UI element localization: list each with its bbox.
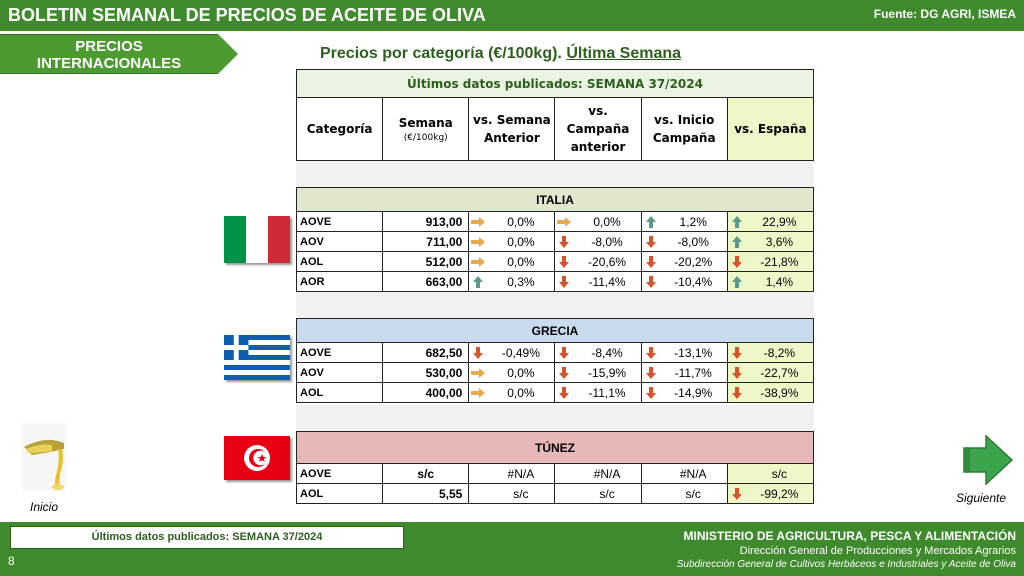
price-cell: 5,55 [383, 484, 469, 504]
column-header-label: vs. Inicio Campaña [652, 113, 716, 145]
vs-campana-cell [555, 343, 641, 363]
change-value: 0,3% [507, 274, 535, 289]
country-name: ITALIA [297, 188, 814, 212]
change-value: 1,4% [765, 274, 794, 289]
change-value: s/c [599, 486, 615, 501]
change-value: 3,6% [765, 234, 794, 249]
table-row [297, 363, 814, 383]
subdirectorate-label: Subdirección General de Cultivos Herbáceos e Industriales y Aceite de Oliva [676, 559, 1016, 570]
next-arrow-icon[interactable] [962, 434, 1014, 486]
spacer [296, 405, 814, 431]
grecia-table [296, 318, 814, 403]
price-cell: 400,00 [383, 383, 469, 403]
vs-espana-cell [727, 484, 813, 504]
column-header-label: vs. Campaña anterior [566, 104, 630, 154]
section-tab-line2: INTERNACIONALES [36, 55, 182, 72]
vs-espana-cell [727, 212, 813, 232]
change-value: -22,7% [760, 365, 799, 380]
arrow-up-icon [728, 216, 746, 228]
arrow-down-icon [555, 367, 573, 379]
change-value: -20,2% [674, 254, 713, 269]
arrow-right-icon [469, 217, 487, 227]
change-value: -8,0% [677, 234, 709, 249]
page-title: BOLETIN SEMANAL DE PRECIOS DE ACEITE DE OLIVA [8, 5, 486, 25]
change-value: 0,0% [507, 254, 535, 269]
change-value: -13,1% [674, 345, 713, 360]
column-header [727, 98, 813, 161]
vs-espana-cell [727, 464, 813, 484]
change-value: -11,7% [674, 365, 712, 380]
arrow-down-icon [642, 347, 660, 359]
category-cell: AOL [297, 252, 383, 272]
change-value: 0,0% [593, 214, 621, 229]
change-value: -21,8% [760, 254, 799, 269]
change-value: -14,9% [674, 385, 713, 400]
price-cell: s/c [383, 464, 469, 484]
category-cell: AOV [297, 363, 383, 383]
vs-campana-cell [555, 252, 641, 272]
change-value: 0,0% [507, 385, 535, 400]
arrow-right-icon [469, 368, 487, 378]
price-cell: 663,00 [383, 272, 469, 292]
vs-espana-cell [727, 232, 813, 252]
arrow-down-icon [642, 367, 660, 379]
header-bar [0, 0, 1024, 31]
column-header-row [297, 98, 814, 161]
change-value: s/c [685, 486, 701, 501]
vs-campana-cell [555, 212, 641, 232]
category-cell: AOL [297, 383, 383, 403]
vs-inicio-cell [641, 383, 727, 403]
column-header-label: Categoría [306, 122, 373, 136]
arrow-down-icon [728, 256, 746, 268]
column-header [469, 98, 555, 161]
country-name: TÚNEZ [297, 432, 814, 464]
change-value: 1,2% [679, 214, 707, 229]
vs-campana-cell [555, 272, 641, 292]
change-value: #N/A [679, 466, 707, 481]
page-number: 8 [8, 554, 15, 568]
change-value: 0,0% [507, 234, 535, 249]
arrow-up-icon [642, 216, 660, 228]
change-value: #N/A [507, 466, 535, 481]
change-value: -8,2% [763, 345, 796, 360]
arrow-right-icon [469, 237, 487, 247]
column-header [383, 98, 469, 161]
country-band [297, 188, 814, 212]
table-row [297, 464, 814, 484]
table-row [297, 343, 814, 363]
column-header [297, 98, 383, 161]
change-value: -8,4% [591, 345, 623, 360]
price-cell: 913,00 [383, 212, 469, 232]
vs-campana-cell [555, 484, 641, 504]
arrow-down-icon [728, 387, 746, 399]
table-row [297, 484, 814, 504]
subtitle-underlined: Última Semana [566, 45, 682, 62]
change-value: -38,9% [760, 385, 799, 400]
vs-espana-cell [727, 272, 813, 292]
arrow-up-icon [728, 236, 746, 248]
arrow-down-icon [728, 367, 746, 379]
tunez-table [296, 431, 814, 504]
arrow-down-icon [555, 236, 573, 248]
arrow-down-icon [555, 276, 573, 288]
change-value: -15,9% [588, 365, 627, 380]
change-value: #N/A [593, 466, 621, 481]
siguiente-link[interactable]: Siguiente [956, 491, 1007, 505]
arrow-down-icon [728, 347, 746, 359]
column-header [641, 98, 727, 161]
column-header-label: vs. España [734, 122, 807, 136]
vs-inicio-cell [641, 212, 727, 232]
olive-oil-bottle-icon[interactable] [22, 423, 66, 491]
vs-inicio-cell [641, 232, 727, 252]
vs-campana-cell [555, 363, 641, 383]
country-band [297, 319, 814, 343]
arrow-down-icon [728, 488, 746, 500]
vs-semana-cell [469, 343, 555, 363]
change-value: -11,1% [588, 385, 626, 400]
category-cell: AOVE [297, 212, 383, 232]
change-value: -8,0% [591, 234, 623, 249]
change-value: -10,4% [674, 274, 713, 289]
category-cell: AOVE [297, 464, 383, 484]
vs-campana-cell [555, 232, 641, 252]
table-row [297, 383, 814, 403]
inicio-link[interactable]: Inicio [30, 500, 59, 514]
vs-semana-cell [469, 232, 555, 252]
vs-campana-cell [555, 383, 641, 403]
table-row [297, 272, 814, 292]
arrow-up-icon [469, 276, 487, 288]
vs-inicio-cell [641, 272, 727, 292]
vs-campana-cell [555, 464, 641, 484]
arrow-down-icon [555, 256, 573, 268]
vs-semana-cell [469, 252, 555, 272]
table-row [297, 212, 814, 232]
column-header-label: vs. Semana Anterior [473, 113, 551, 145]
vs-inicio-cell [641, 343, 727, 363]
vs-semana-cell [469, 363, 555, 383]
category-cell: AOVE [297, 343, 383, 363]
category-cell: AOL [297, 484, 383, 504]
category-cell: AOV [297, 232, 383, 252]
change-value: -0,49% [501, 345, 540, 360]
change-value: s/c [513, 486, 529, 501]
vs-inicio-cell [641, 484, 727, 504]
price-cell: 711,00 [383, 232, 469, 252]
ministry-label: MINISTERIO DE AGRICULTURA, PESCA Y ALIMENTACIÓN [683, 529, 1016, 543]
source-label: Fuente: DG AGRI, ISMEA [873, 7, 1016, 21]
arrow-down-icon [642, 387, 660, 399]
vs-espana-cell [727, 343, 813, 363]
vs-inicio-cell [641, 363, 727, 383]
vs-semana-cell [469, 272, 555, 292]
greece-flag-icon [224, 335, 290, 380]
vs-inicio-cell [641, 252, 727, 272]
vs-inicio-cell [641, 464, 727, 484]
italy-flag-icon [224, 216, 290, 263]
arrow-down-icon [642, 256, 660, 268]
change-value: -11,4% [588, 274, 626, 289]
section-tab [0, 34, 218, 74]
arrow-down-icon [555, 387, 573, 399]
table-row [297, 232, 814, 252]
change-value: s/c [771, 466, 788, 481]
column-header-table [296, 69, 814, 161]
category-cell: AOR [297, 272, 383, 292]
section-tab-arrow-icon [218, 34, 238, 74]
latest-data-box: Últimos datos publicados: SEMANA 37/2024 [10, 526, 404, 549]
vs-espana-cell [727, 252, 813, 272]
table-row [297, 252, 814, 272]
change-value: 22,9% [762, 214, 797, 229]
section-tab-line1: PRECIOS [75, 38, 143, 55]
arrow-down-icon [469, 347, 487, 359]
tunisia-flag-icon [224, 436, 290, 480]
column-header-unit: (€/100kg) [403, 133, 448, 143]
vs-espana-cell [727, 383, 813, 403]
column-header-label: Semana [398, 116, 453, 130]
table-caption: Últimos datos publicados: SEMANA 37/2024 [297, 70, 814, 98]
vs-semana-cell [469, 212, 555, 232]
arrow-up-icon [728, 276, 746, 288]
change-value: -20,6% [588, 254, 627, 269]
arrow-down-icon [555, 347, 573, 359]
vs-espana-cell [727, 363, 813, 383]
arrow-down-icon [642, 276, 660, 288]
spacer [296, 161, 814, 187]
change-value: 0,0% [507, 365, 535, 380]
column-header [555, 98, 641, 161]
subtitle-main: Precios por categoría (€/100kg). [320, 45, 567, 62]
table-subtitle [320, 45, 681, 63]
change-value: 0,0% [507, 214, 535, 229]
vs-semana-cell [469, 484, 555, 504]
spacer [296, 292, 814, 318]
arrow-right-icon [469, 257, 487, 267]
change-value: -99,2% [760, 486, 799, 501]
directorate-label: Dirección General de Producciones y Mercados Agrarios [739, 545, 1016, 557]
price-cell: 682,50 [383, 343, 469, 363]
country-band [297, 432, 814, 464]
price-cell: 530,00 [383, 363, 469, 383]
country-name: GRECIA [297, 319, 814, 343]
vs-semana-cell [469, 464, 555, 484]
price-cell: 512,00 [383, 252, 469, 272]
arrow-right-icon [555, 217, 573, 227]
arrow-down-icon [642, 236, 660, 248]
italia-table [296, 187, 814, 292]
arrow-right-icon [469, 388, 487, 398]
vs-semana-cell [469, 383, 555, 403]
